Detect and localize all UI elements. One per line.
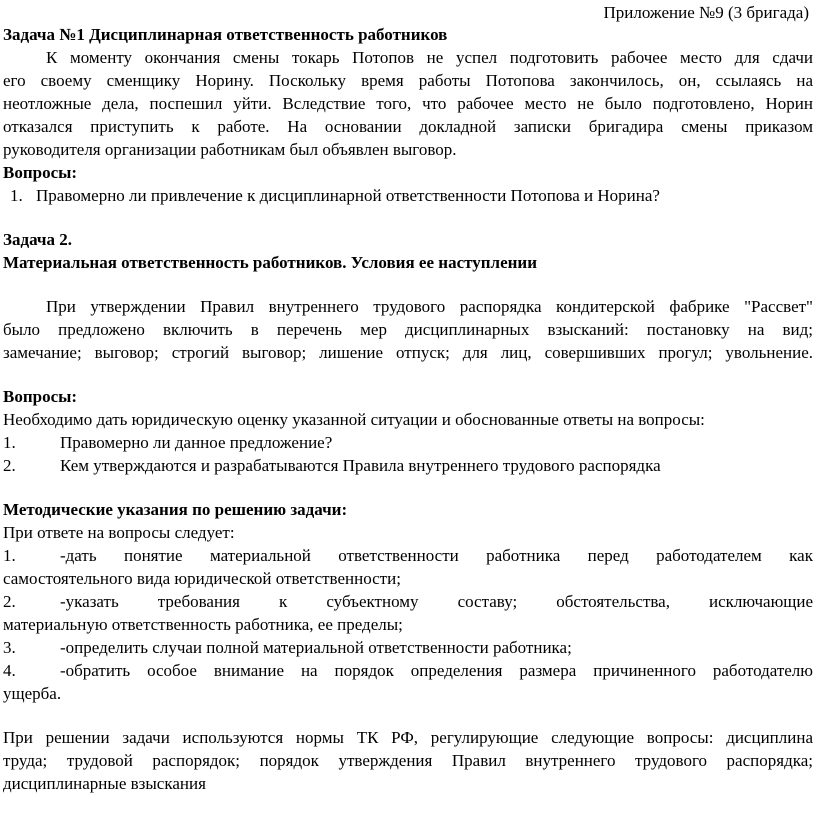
task1-paragraph-line: руководителя организации работникам был объявлен выговор. xyxy=(3,140,457,159)
question-text: Кем утверждаются и разрабатываются Правила внутреннего трудового распорядка xyxy=(60,456,661,475)
guidelines-heading: Методические указания по решению задачи: xyxy=(3,500,348,519)
guideline-text: -определить случаи полной материальной ответственности работника; xyxy=(60,638,572,657)
task2-title: Задача 2. xyxy=(3,230,72,249)
task1-paragraph-line: отказался приступить к работе. На основании докладной записки бригадира смены приказом xyxy=(3,117,813,136)
guideline-text-continued: самостоятельного вида юридической ответственности; xyxy=(3,569,401,588)
guideline-text-continued: ущерба. xyxy=(3,684,62,703)
task2-paragraph-line: При утверждении Правил внутреннего трудового распорядка кондитерской фабрике "Рассвет" xyxy=(46,297,813,316)
task2-paragraph-line: было предложено включить в перечень мер дисциплинарных взысканий: постановку на вид; xyxy=(3,320,813,339)
task2-paragraph-line: замечание; выговор; строгий выговор; лишение отпуск; для лиц, совершивших прогул; увольнение. xyxy=(3,343,813,362)
task1-paragraph-line: К моменту окончания смены токарь Потопов не успел подготовить рабочее место для сдачи xyxy=(46,48,813,67)
guideline-text: -обратить особое внимание на порядок определения размера причиненного работодателю xyxy=(60,661,813,680)
closing-paragraph-line: труда; трудовой распорядок; порядок утверждения Правил внутреннего трудового распорядка; xyxy=(3,751,813,770)
closing-paragraph-line: При решении задачи используются нормы ТК РФ, регулирующие следующие вопросы: дисциплина xyxy=(3,728,813,747)
task2-subtitle: Материальная ответственность работников. Условия ее наступлении xyxy=(3,253,537,272)
guideline-text-continued: материальную ответственность работника, ее пределы; xyxy=(3,615,403,634)
question-text: Правомерно ли привлечение к дисциплинарной ответственности Потопова и Норина? xyxy=(36,186,660,205)
task1-paragraph-line: неотложные дела, поспешил уйти. Вследствие того, что рабочее место не было подготовлено, Норин xyxy=(3,94,813,113)
closing-paragraph-line: дисциплинарные взыскания xyxy=(3,774,206,793)
guideline-text: -дать понятие материальной ответственности работника перед работодателем как xyxy=(60,546,813,565)
question-number: 1. xyxy=(3,433,16,452)
appendix-label: Приложение №9 (3 бригада) xyxy=(603,3,809,22)
guideline-number: 3. xyxy=(3,638,16,657)
question-text: Правомерно ли данное предложение? xyxy=(60,433,333,452)
guideline-number: 1. xyxy=(3,546,16,565)
task2-questions-intro: Необходимо дать юридическую оценку указанной ситуации и обоснованные ответы на вопросы: xyxy=(3,410,705,429)
task1-paragraph-line: его своему сменщику Норину. Поскольку время работы Потопова закончилось, он, ссылаясь на xyxy=(3,71,813,90)
guideline-number: 4. xyxy=(3,661,16,680)
guidelines-intro: При ответе на вопросы следует: xyxy=(3,523,235,542)
question-number: 1. xyxy=(10,186,23,205)
task1-title: Задача №1 Дисциплинарная ответственность работников xyxy=(3,25,448,44)
guideline-number: 2. xyxy=(3,592,16,611)
task2-questions-heading: Вопросы: xyxy=(3,387,78,406)
task1-questions-heading: Вопросы: xyxy=(3,163,78,182)
guideline-text: -указать требования к субъектному составу; обстоятельства, исключающие xyxy=(60,592,813,611)
question-number: 2. xyxy=(3,456,16,475)
